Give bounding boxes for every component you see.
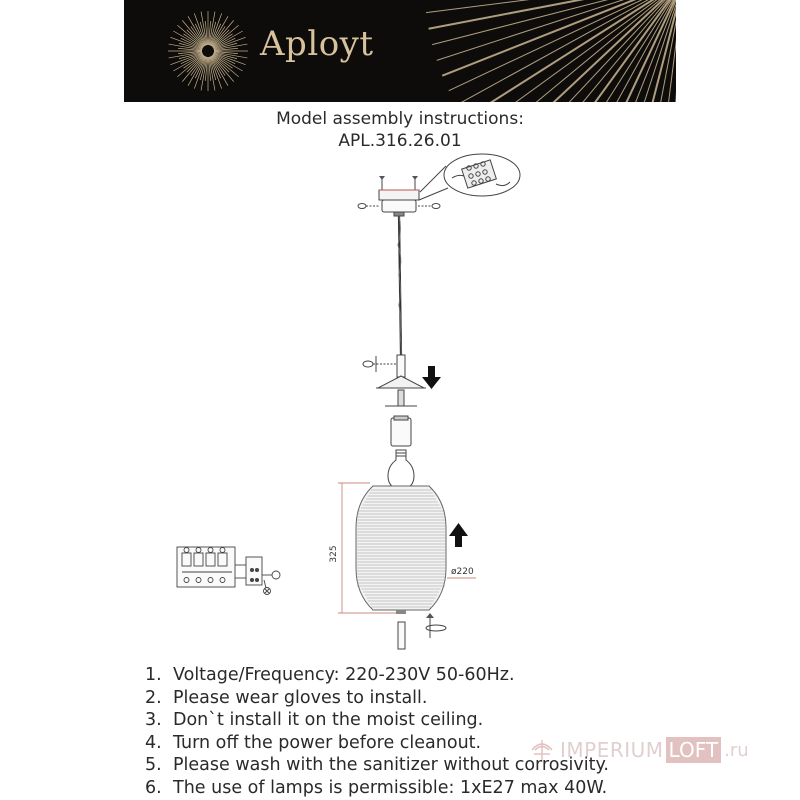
instruction-list	[145, 664, 745, 800]
model-number: APL.316.26.01	[338, 131, 462, 151]
watermark-text-domain: .ru	[724, 739, 749, 761]
instruction-text: Voltage/Frequency: 220-230V 50-60Hz.	[173, 665, 515, 685]
height-dimension-label: 325	[329, 545, 339, 563]
instruction-text: Turn off the power before cleanout.	[173, 732, 482, 753]
glass-shade	[356, 486, 446, 614]
instruction-text: Don`t install it on the moist ceiling.	[173, 710, 484, 731]
rotate-direction-icon	[363, 361, 373, 367]
instruction-text: Please wear gloves to install.	[173, 687, 428, 708]
screw-rotate-icon	[426, 625, 446, 631]
instruction-item: 1. Voltage/Frequency: 220-230V 50-60Hz.	[145, 665, 515, 685]
instruction-item: 5. Please wash with the sanitizer without corrosivity.	[145, 755, 609, 776]
cord-adjuster	[363, 355, 405, 377]
lamp-socket	[391, 416, 411, 446]
watermark-text-loft: LOFT	[666, 737, 722, 763]
instruction-item: 4. Turn off the power before cleanout.	[145, 732, 482, 753]
instruction-item: 3. Don`t install it on the moist ceiling.	[145, 710, 484, 731]
side-screw-right-icon	[432, 204, 440, 209]
sunburst-logo-icon	[124, 0, 676, 102]
lamp-holder-cap	[376, 376, 426, 406]
light-bulb-icon	[388, 450, 414, 490]
page-title	[0, 108, 800, 152]
watermark-text-imperium: IMPERIUM	[560, 738, 664, 762]
instruction-text: Please wash with the sanitizer without corrosivity.	[173, 755, 609, 776]
suspension-cord	[398, 216, 401, 355]
brand-name: Aployt	[260, 24, 374, 64]
instruction-item: 2. Please wear gloves to install.	[145, 687, 428, 708]
bottom-finial	[398, 613, 446, 649]
diameter-dimension-label: ø220	[451, 567, 474, 577]
assembly-diagram	[160, 150, 640, 655]
arrow-up-icon	[449, 523, 468, 547]
brand-banner	[124, 0, 676, 102]
instruction-item: 6. The use of lamps is permissible: 1xE27 max 40W.	[145, 777, 608, 798]
arrow-down-icon	[422, 366, 441, 389]
instruction-text: The use of lamps is permissible: 1xE27 max 40W.	[173, 777, 608, 798]
wiring-diagram	[177, 547, 280, 595]
terminal-block-detail-icon	[419, 154, 520, 200]
side-screw-left-icon	[358, 204, 366, 209]
title-line-1: Model assembly instructions:	[276, 109, 524, 129]
